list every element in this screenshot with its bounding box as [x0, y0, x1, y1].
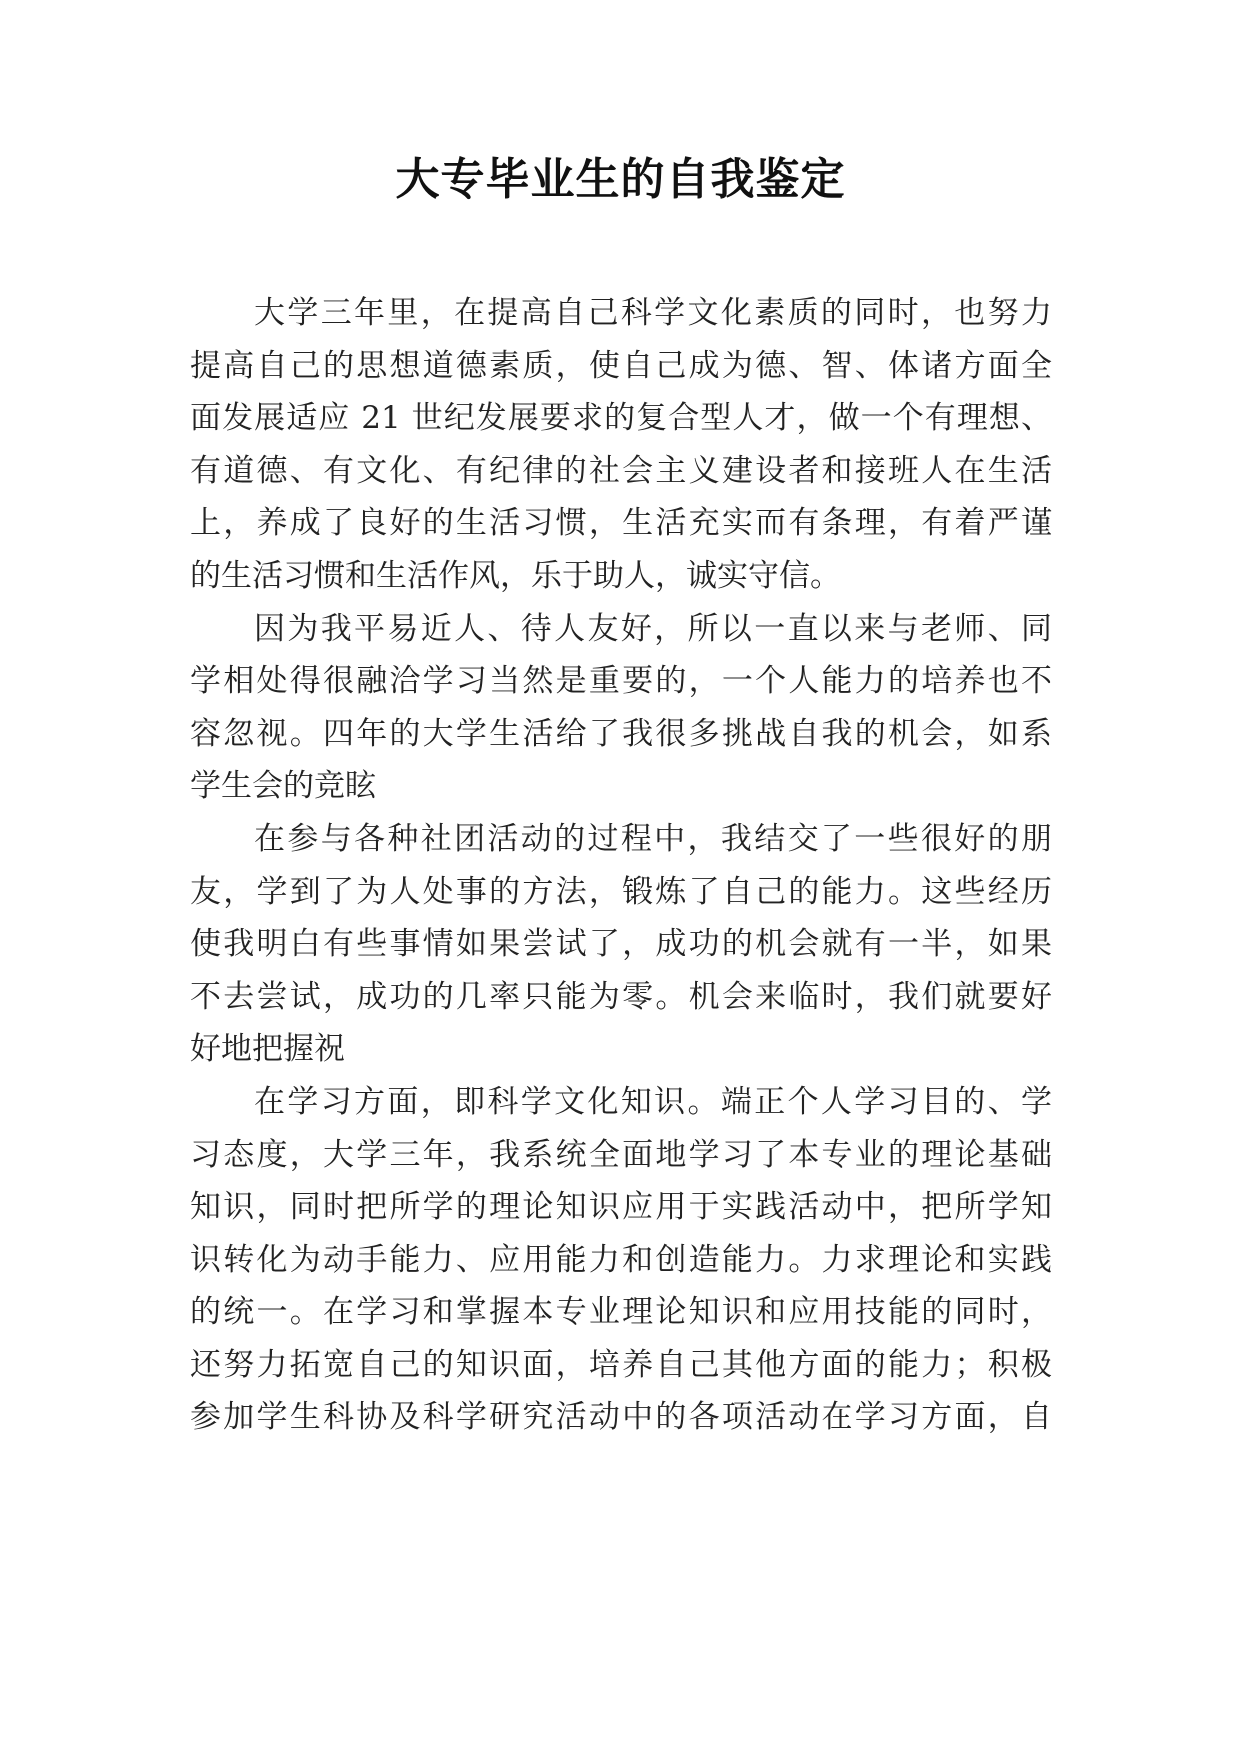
- text-line: 有道德、有文化、有纪律的社会主义建设者和接班人在生活: [190, 452, 1052, 489]
- text-line: 面发展适应 21 世纪发展要求的复合型人才，做一个有理想、: [190, 400, 1052, 437]
- text-line: 的统一。在学习和掌握本专业理论知识和应用技能的同时，: [190, 1294, 1052, 1331]
- paragraph-3: [190, 813, 1052, 1076]
- text-line: 习态度，大学三年，我系统全面地学习了本专业的理论基础: [190, 1136, 1052, 1173]
- text-line: 在参与各种社团活动的过程中，我结交了一些很好的朋: [254, 820, 1052, 857]
- text-line: 使我明白有些事情如果尝试了，成功的机会就有一半，如果: [190, 926, 1052, 963]
- paragraph-4: [190, 1076, 1052, 1444]
- text-line: 上，养成了良好的生活习惯，生活充实而有条理，有着严谨: [190, 505, 1052, 542]
- document-title: 大专毕业生的自我鉴定: [395, 154, 846, 205]
- text-line: 容忽视。四年的大学生活给了我很多挑战自我的机会，如系: [190, 715, 1052, 752]
- text-line: 好地把握祝: [190, 1031, 345, 1068]
- text-line: 知识，同时把所学的理论知识应用于实践活动中，把所学知: [190, 1189, 1052, 1226]
- text-line: 在学习方面，即科学文化知识。端正个人学习目的、学: [254, 1083, 1052, 1120]
- text-line: 学生会的竞眩: [190, 768, 376, 805]
- text-line: 提高自己的思想道德素质，使自己成为德、智、体诸方面全: [190, 347, 1052, 384]
- text-line: 参加学生科协及科学研究活动中的各项活动在学习方面，自: [190, 1399, 1052, 1436]
- text-line: 的生活习惯和生活作风，乐于助人，诚实守信。: [190, 557, 841, 594]
- text-line: 友，学到了为人处事的方法，锻炼了自己的能力。这些经历: [190, 873, 1052, 910]
- text-line: 学相处得很融洽学习当然是重要的，一个人能力的培养也不: [190, 663, 1052, 700]
- document-body: [190, 287, 1052, 1444]
- paragraph-2: [190, 603, 1052, 813]
- text-line: 还努力拓宽自己的知识面，培养自己其他方面的能力；积极: [190, 1346, 1052, 1383]
- text-line: 不去尝试，成功的几率只能为零。机会来临时，我们就要好: [190, 978, 1052, 1015]
- text-line: 大学三年里，在提高自己科学文化素质的同时，也努力: [254, 295, 1052, 331]
- text-line: 因为我平易近人、待人友好，所以一直以来与老师、同: [254, 610, 1052, 647]
- paragraph-1: [190, 287, 1052, 603]
- text-line: 识转化为动手能力、应用能力和创造能力。力求理论和实践: [190, 1241, 1052, 1278]
